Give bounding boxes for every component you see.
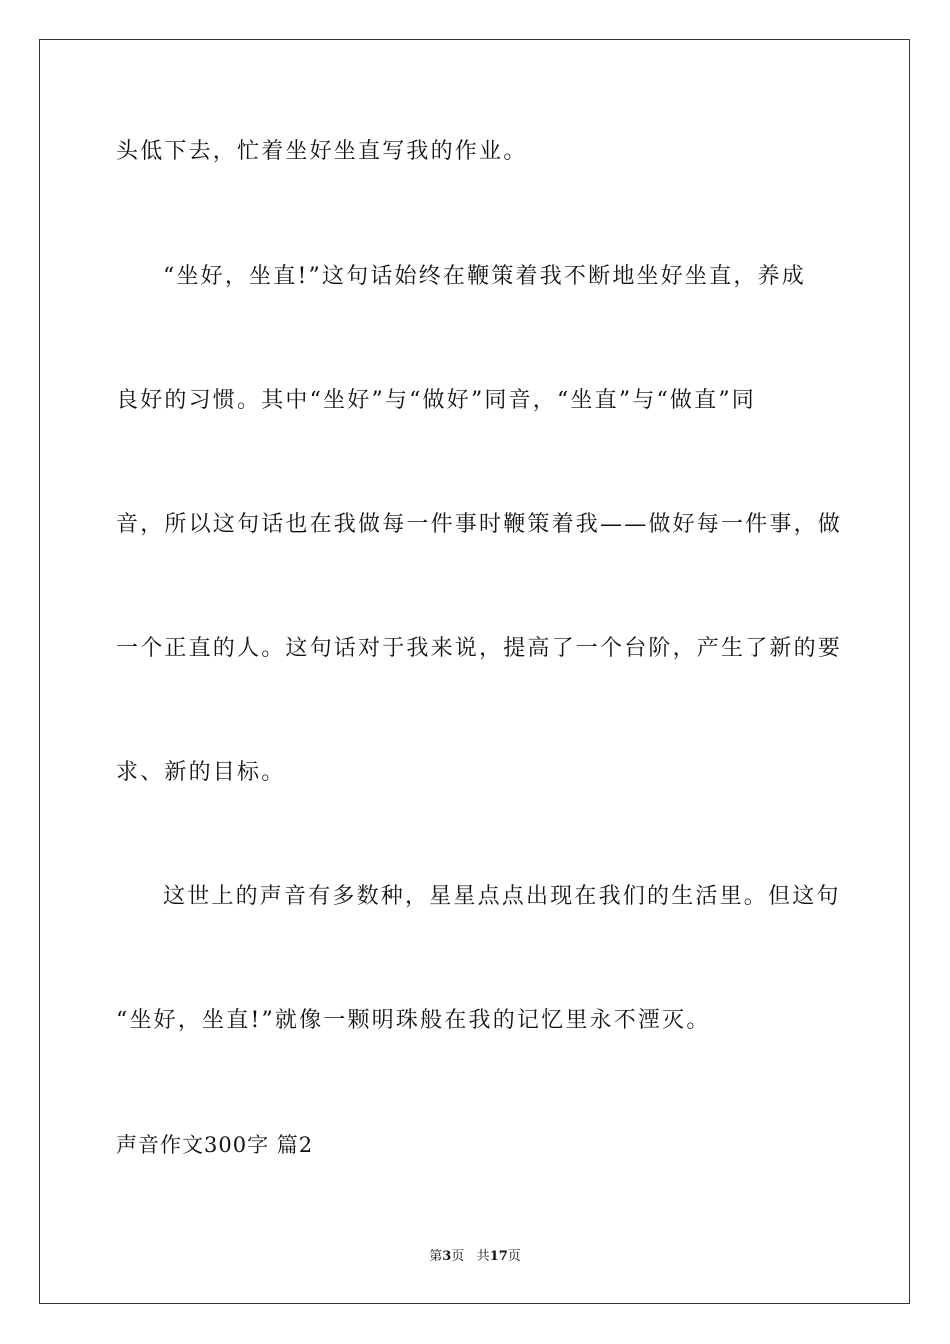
paragraph-line-7: 这世上的声音有多数种，星星点点出现在我们的生活里。但这句 — [163, 884, 841, 909]
paragraph-line-3: 良好的习惯。其中“坐好”与“做好”同音，“坐直”与“做直”同 — [116, 388, 756, 413]
total-label-suffix: 页 — [507, 1249, 521, 1264]
page-label-suffix: 页 — [451, 1249, 465, 1264]
page-label-prefix: 第 — [429, 1249, 443, 1264]
paragraph-line-2: “坐好，坐直!”这句话始终在鞭策着我不断地坐好坐直，养成 — [163, 264, 806, 289]
total-pages: 17 — [489, 1249, 508, 1264]
page-border — [39, 39, 910, 1304]
page-footer — [0, 1248, 950, 1266]
page-number: 3 — [442, 1249, 452, 1264]
paragraph-line-8: “坐好，坐直!”就像一颗明珠般在我的记忆里永不湮灭。 — [116, 1008, 711, 1033]
paragraph-line-6: 求、新的目标。 — [116, 760, 286, 785]
paragraph-line-4: 音，所以这句话也在我做每一件事时鞭策着我——做好每一件事，做 — [116, 512, 843, 537]
section-heading: 声音作文300字 篇2 — [116, 1133, 314, 1157]
total-label-prefix: 共 — [476, 1249, 490, 1264]
paragraph-line-1: 头低下去，忙着坐好坐直写我的作业。 — [116, 139, 528, 164]
paragraph-line-5: 一个正直的人。这句话对于我来说，提高了一个台阶，产生了新的要 — [116, 636, 843, 661]
